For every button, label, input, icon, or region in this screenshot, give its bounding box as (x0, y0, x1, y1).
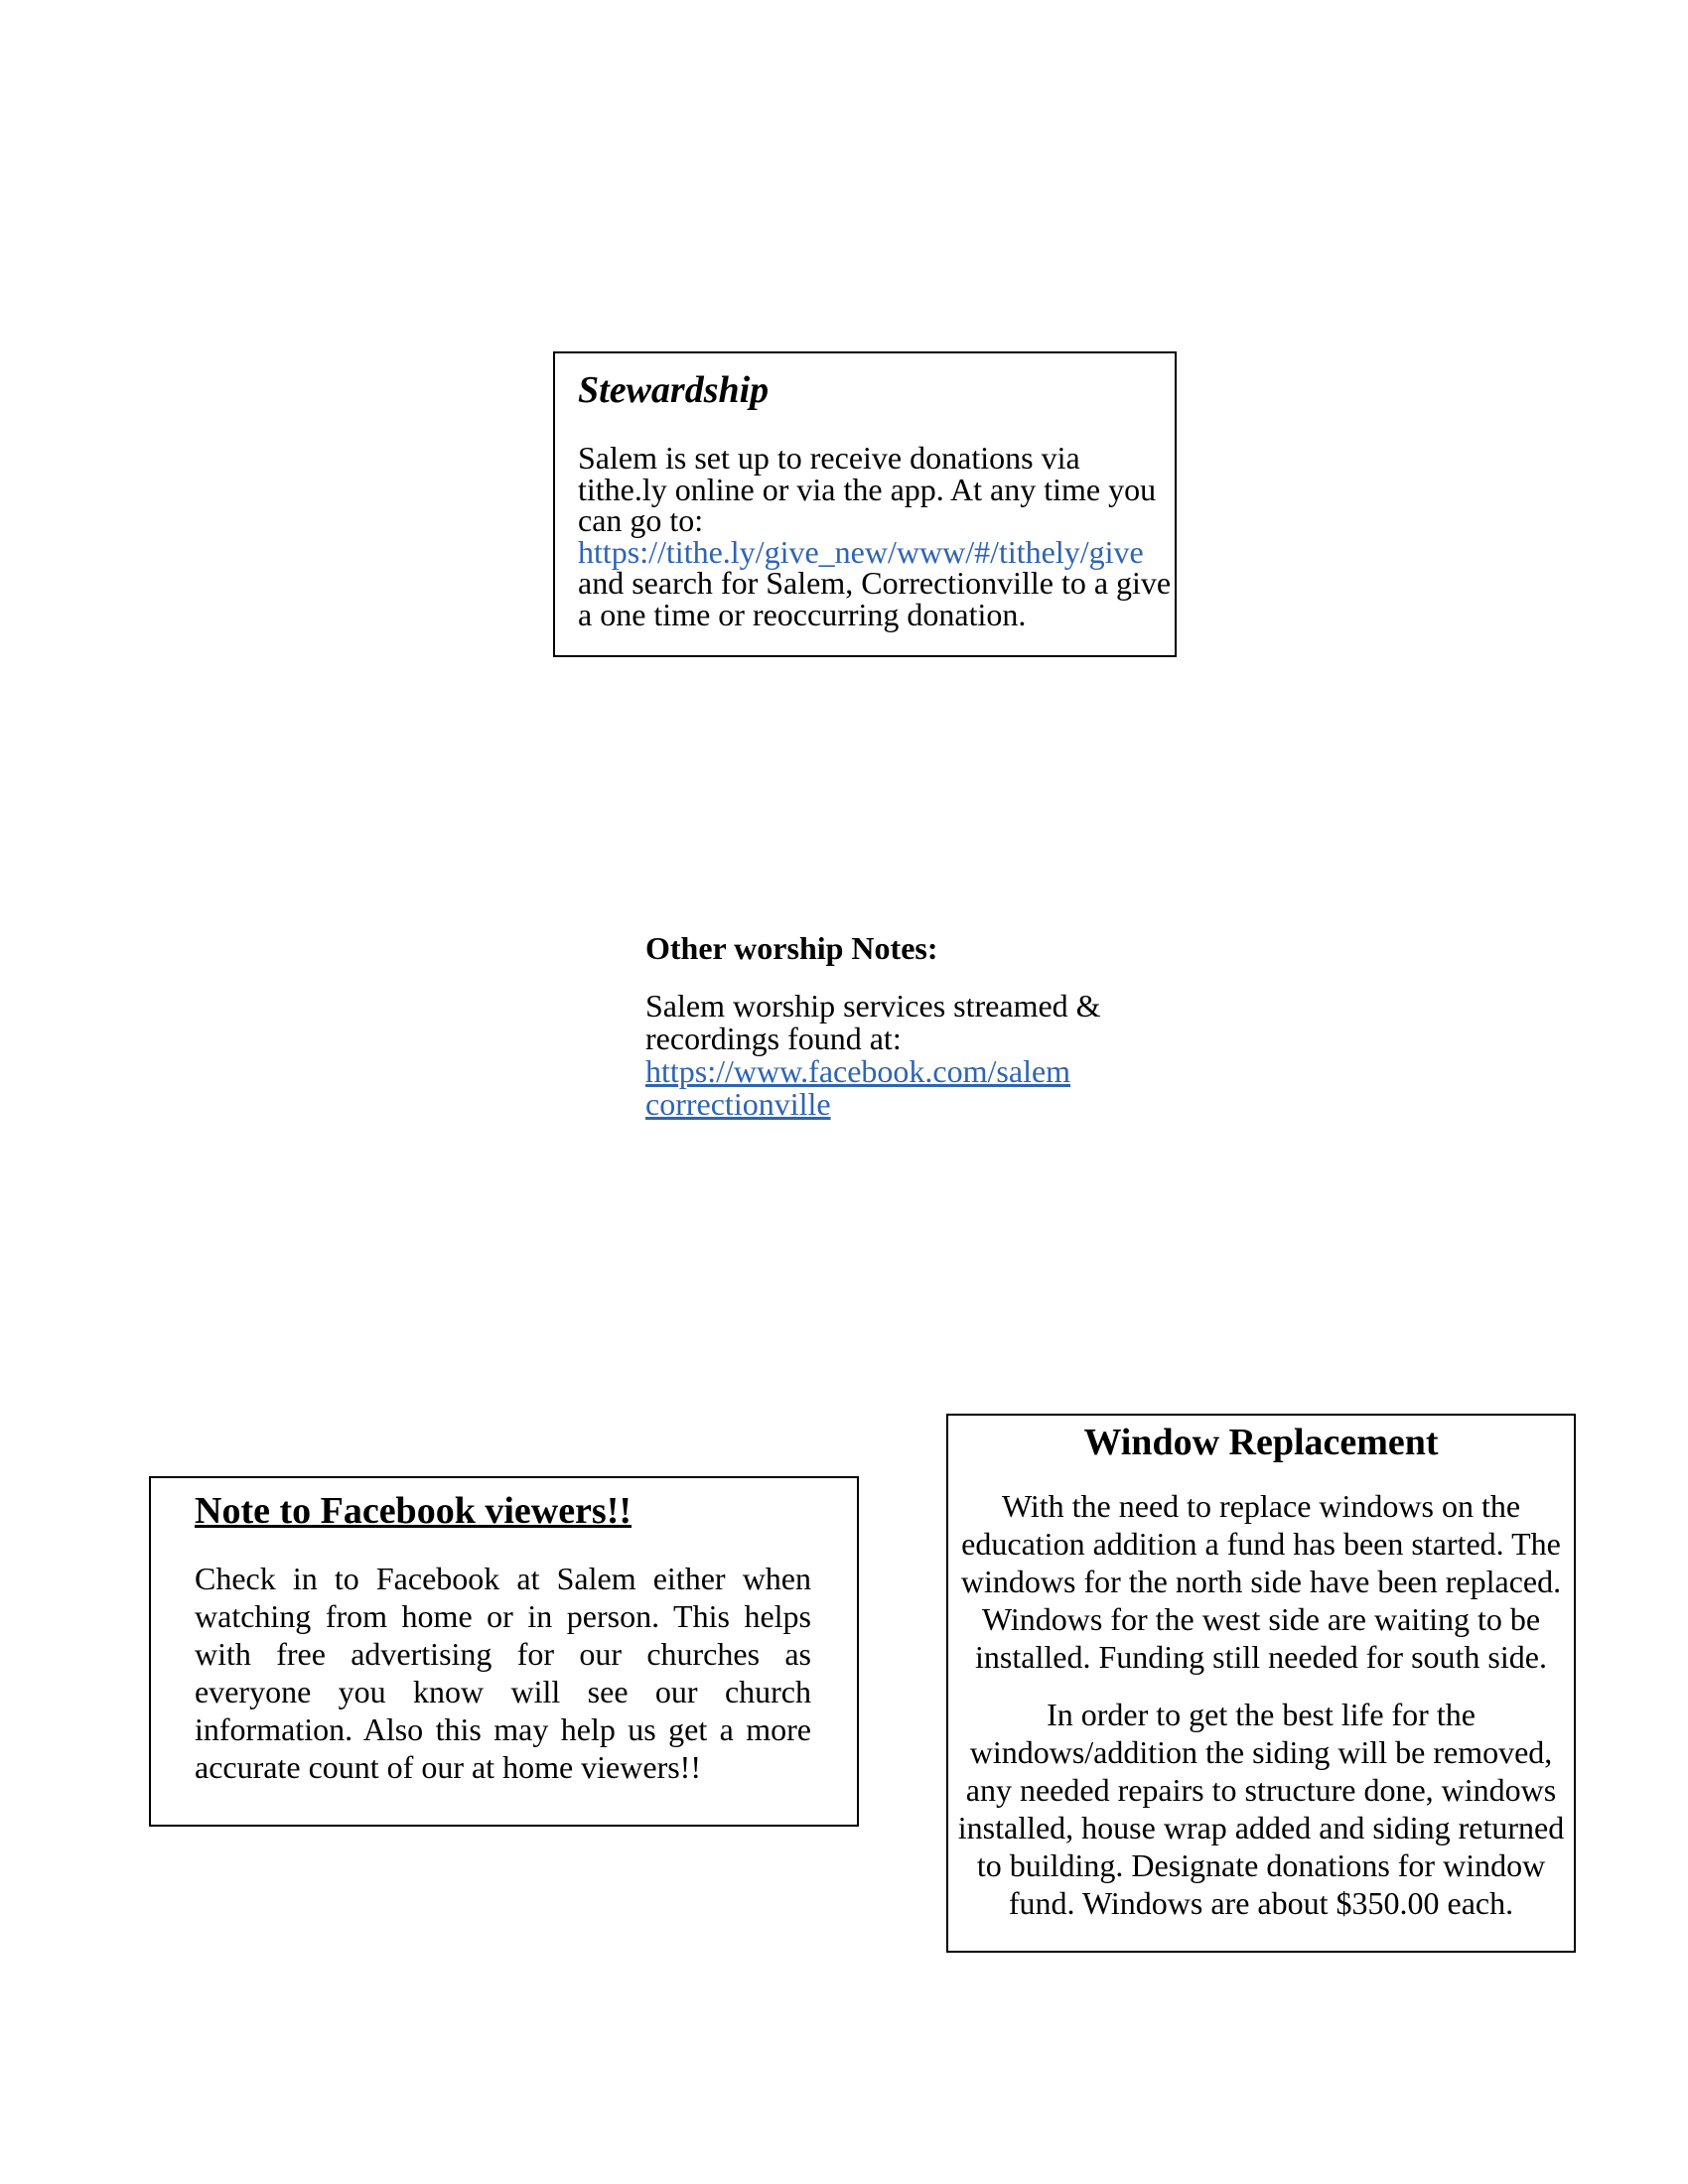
window-replacement-paragraph-2: In order to get the best life for the windows/addition the siding will be removed, any needed repairs to structure done, windows installed, house wrap added and siding returned to building. Designate donations for window fund. Windows are about $350.00 each. (957, 1697, 1565, 1921)
worship-notes-text: Salem worship services streamed & recordings found at: (645, 988, 1101, 1056)
facebook-note-title: Note to Facebook viewers!! (195, 1490, 633, 1532)
stewardship-box (553, 351, 1177, 657)
stewardship-body (578, 440, 1174, 632)
window-replacement-paragraph-1: With the need to replace windows on the education addition a fund has been started. The windows for the north side have been replaced. Windows for the west side are waiting to be installed. Funding still needed for south side. (960, 1488, 1562, 1675)
window-replacement-title: Window Replacement (1083, 1422, 1439, 1463)
worship-notes-heading: Other worship Notes: (645, 930, 938, 966)
facebook-note-box (149, 1476, 859, 1827)
facebook-link[interactable]: https://www.facebook.com/salemcorrectionville (645, 1053, 1071, 1122)
window-replacement-box (946, 1414, 1576, 1953)
tithely-link[interactable]: https://tithe.ly/give_new/www/#/tithely/give (578, 533, 1144, 570)
worship-notes-body (645, 990, 1102, 1121)
stewardship-title: Stewardship (578, 369, 770, 411)
stewardship-text-before-link: Salem is set up to receive donations via tithe.ly online or via the app. At any time you can go to: (578, 440, 1157, 538)
worship-notes-section (645, 928, 1102, 1121)
facebook-note-body: Check in to Facebook at Salem either when watching from home or in person. This helps with free advertising for our churches as everyone you know will see our church information. Also this may help us get a more accurate count of our at home viewers!! (195, 1561, 811, 1785)
stewardship-text-after-link: and search for Salem, Correctionville to a give a one time or reoccurring donation. (578, 565, 1172, 632)
